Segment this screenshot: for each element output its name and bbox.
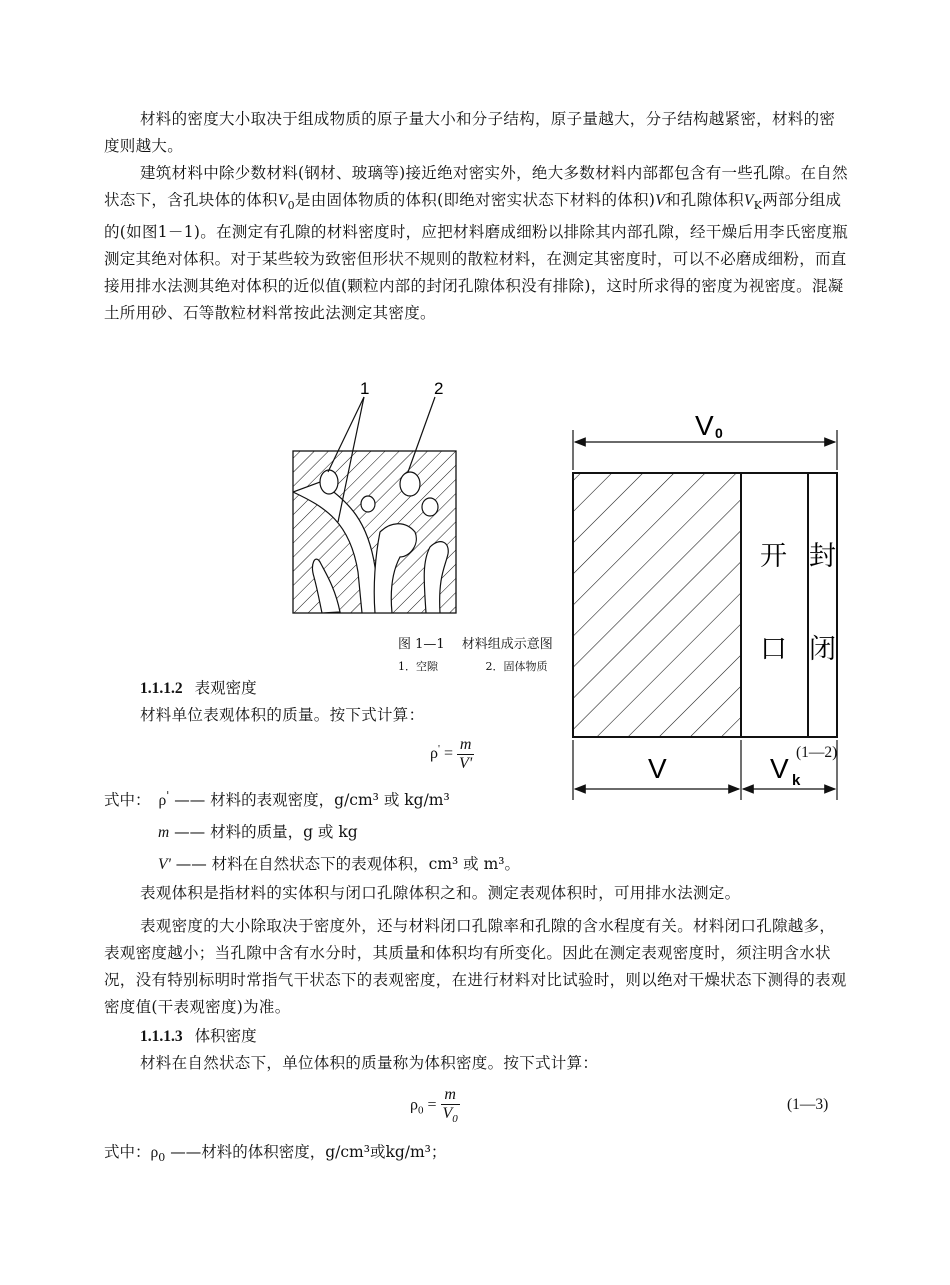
figure-legend: 1．空隙 2．固体物质	[398, 660, 548, 673]
where-v-line: V' —— 材料在自然状态下的表观体积，cm³ 或 m³。	[158, 855, 521, 873]
label-closed-2: 闭	[809, 634, 836, 664]
formula-bulk-density: $\rho_0$ = $\frac{m}{V_0}$	[410, 1086, 458, 1126]
p2-text-c: 和孔隙体积	[664, 191, 744, 209]
symbol-vk: V	[744, 192, 754, 209]
equation-number-1-3: (1—3)	[787, 1096, 829, 1113]
p2-text-a: 建筑材料中除少数材料(钢材、玻璃等)接近绝对密实外，绝大多数材料内部都包含有一些孔隙。在自然状态下，含孔块体的体积	[104, 164, 848, 209]
paragraph-density-factors: 材料的密度大小取决于组成物质的原子量大小和分子结构，原子量越大，分子结构越紧密，材料的密度则越大。	[104, 110, 836, 155]
paragraph-apparent-factors: 表观密度的大小除取决于密度外，还与材料闭口孔隙率和孔隙的含水程度有关。材料闭口孔隙越多，表观密度越小；当孔隙中含有水分时，其质量和体积均有所变化。因此在测定表观密度时，须注明含水状况，没有特别标明时常指气干状态下的表观密度，在进行材料对比试验时，则以绝对干燥状态下测得的表观密度值(干表观密度)为准。	[104, 917, 847, 1016]
label-2: 2	[434, 379, 444, 398]
symbol-vk-sub: K	[753, 199, 763, 213]
label-closed-1: 封	[809, 541, 836, 571]
top-label-v: V	[695, 410, 714, 441]
where-rho-line: 式中： ρ' —— 材料的表观密度，g/cm³ 或 kg/m³	[104, 788, 450, 809]
label-open-1: 开	[760, 541, 787, 571]
formula-apparent-density: ρ' = $\frac{m}{V'}$	[430, 736, 473, 772]
section-heading-apparent-density: 1.1.1.2 表观密度	[140, 679, 257, 697]
paragraph-bulk-definition: 材料在自然状态下，单位体积的质量称为体积密度。按下式计算：	[140, 1054, 599, 1072]
top-label-sub: 0	[715, 425, 723, 441]
label-open-2: 口	[760, 634, 787, 664]
figure-caption: 图 1—1 材料组成示意图	[398, 637, 553, 652]
bottom-label-vk: V	[770, 753, 789, 784]
paragraph-apparent-volume: 表观体积是指材料的实体积与闭口孔隙体积之和。测定表观体积时，可用排水法测定。	[140, 884, 741, 902]
symbol-v0: V	[277, 192, 288, 209]
label-1: 1	[360, 379, 370, 398]
symbol-v0-sub: 0	[287, 199, 295, 213]
figure-material-composition	[280, 372, 480, 622]
where-rho0-line: 式中：$\rho_0$ ——材料的体积密度，g/cm³或kg/m³；	[104, 1143, 447, 1165]
section-heading-bulk-density: 1.1.1.3 体积密度	[140, 1027, 257, 1045]
paragraph-porous-materials	[104, 160, 849, 327]
p2-text-d: 两部分组成的(如图1－1)。在测定有孔隙的材料密度时，应把材料磨成细粉以排除其内部孔隙，经干燥后用李氏密度瓶测定其绝对体积。对于某些较为致密但形状不规则的散粒材料，在测定其密度时，可以不必磨成细粉，而直接用排水法测其绝对体积的近似值(颗粒内部的封闭孔隙体积没有排除)，这时所求得的密度为视密度。混凝土所用砂、石等散粒材料常按此法测定其密度。	[104, 191, 849, 323]
where-m-line: m —— 材料的质量，g 或 kg	[158, 823, 358, 841]
bottom-label-v: V	[648, 753, 667, 784]
symbol-v: V	[655, 192, 665, 209]
p2-text-b: 是由固体物质的体积(即绝对密实状态下材料的体积)	[294, 191, 656, 209]
bottom-label-vk-sub: k	[792, 772, 801, 789]
paragraph-apparent-definition: 材料单位表观体积的质量。按下式计算：	[140, 706, 425, 724]
equation-number-1-2: (1—2)	[796, 744, 838, 761]
